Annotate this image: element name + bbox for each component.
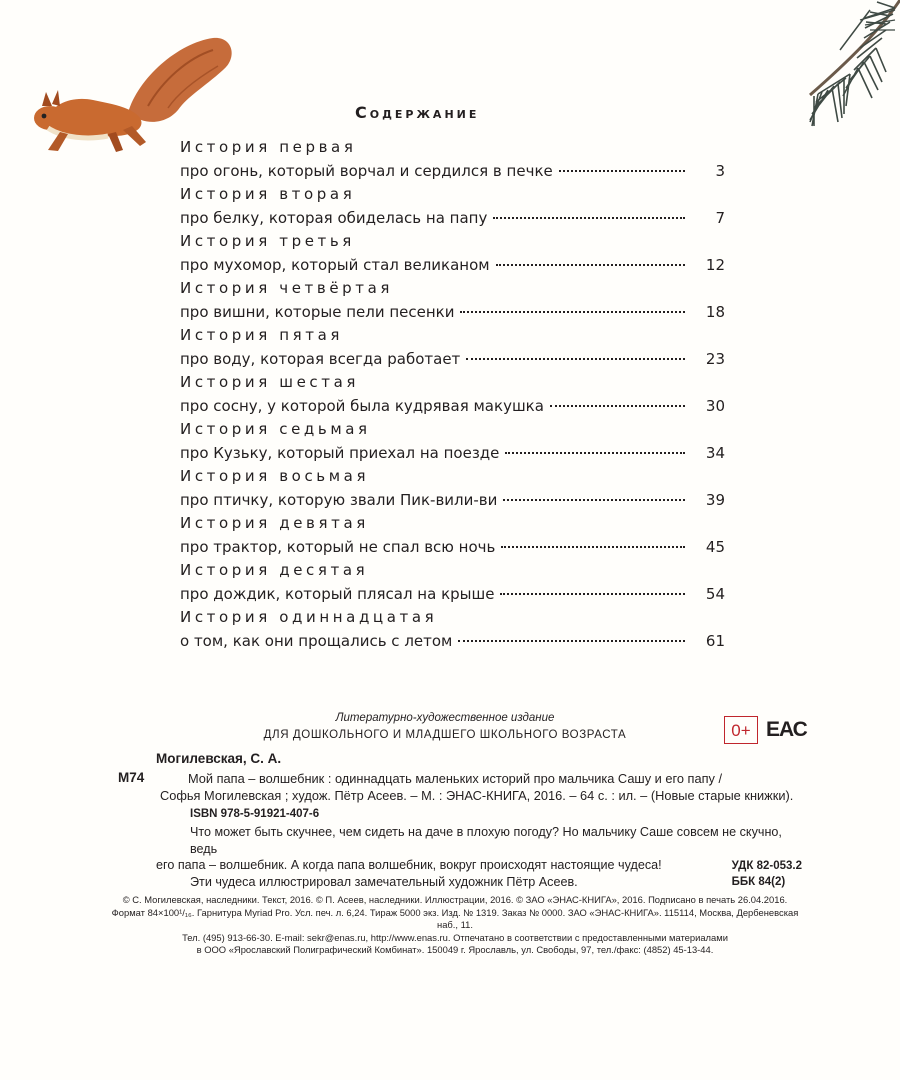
age-group: ДЛЯ ДОШКОЛЬНОГО И МЛАДШЕГО ШКОЛЬНОГО ВОЗРАСТА [263,729,627,741]
colophon-line: © С. Могилевская, наследники. Текст, 2016. © П. Асеев, наследники. Иллюстрации, 2016. © ЗАО «ЭНАС-КНИГА», 2016. Подписано в печать 26.04.2016. [122,894,788,905]
entry-line [180,162,725,180]
story-subtitle: про вишни, которые пели песенки [180,303,455,321]
dot-leader [460,311,685,313]
eac-mark-badge: ЕАС [766,718,807,741]
dot-leader [458,640,685,642]
page-number: 18 [705,303,725,321]
entry-line [180,632,725,650]
imprint-header [240,712,650,741]
entry-line [180,444,725,462]
story-subtitle: про мухомор, который стал великаном [180,256,490,274]
story-heading: История седьмая [180,420,371,438]
dot-leader [505,452,685,454]
story-heading: История четвёртая [180,279,394,297]
page-number: 23 [705,350,725,368]
contents-entry [180,561,725,608]
story-heading: История восьмая [180,467,370,485]
story-subtitle: о том, как они прощались с летом [180,632,453,650]
entry-line [180,303,725,321]
description-line: Мой папа – волшебник : одиннадцать маленьких историй про мальчика Сашу и его папу / [188,771,723,786]
entry-line [180,209,725,227]
contents-entry [180,608,725,655]
contents-entry [180,326,725,373]
entry-line [180,585,725,603]
entry-line [180,538,725,556]
story-heading: История первая [180,138,357,156]
bibliographic-description [160,770,810,804]
page-number: 45 [705,538,725,556]
story-heading: История вторая [180,185,356,203]
classification-codes [732,858,802,890]
entry-line [180,397,725,415]
story-heading: История пятая [180,326,344,344]
story-heading: История одиннадцатая [180,608,438,626]
dot-leader [466,358,685,360]
dot-leader [493,217,685,219]
page-number: 7 [715,209,725,227]
annotation-line: Эти чудеса иллюстрировал замечательный художник Пётр Асеев. [190,874,578,889]
contents-entry [180,279,725,326]
story-subtitle: про воду, которая всегда работает [180,350,461,368]
contents-entry [180,420,725,467]
page-number: 39 [705,491,725,509]
story-subtitle: про птичку, которую звали Пик-вили-ви [180,491,498,509]
pine-branch-illustration [700,0,900,150]
annotation [156,824,804,890]
dot-leader [500,593,685,595]
dot-leader [559,170,685,172]
colophon-line: в ООО «Ярославский Полиграфический Комбинат». 150049 г. Ярославль, ул. Свободы, 97, тел./факс: (4852) 45-13-44. [196,944,714,955]
story-heading: История девятая [180,514,369,532]
story-subtitle: про трактор, который не спал всю ночь [180,538,496,556]
story-heading: История третья [180,232,355,250]
dot-leader [550,405,685,407]
story-subtitle: про дождик, который плясал на крыше [180,585,495,603]
story-subtitle: про сосну, у которой была кудрявая макушка [180,397,544,415]
entry-line [180,491,725,509]
story-subtitle: про Кузьку, который приехал на поезде [180,444,500,462]
contents-entry [180,373,725,420]
page-number: 34 [705,444,725,462]
story-heading: История шестая [180,373,359,391]
contents-entry [180,514,725,561]
contents-entry [180,232,725,279]
contents-entry [180,185,725,232]
dot-leader [501,546,685,548]
entry-line [180,256,725,274]
description-line: Софья Могилевская ; худож. Пётр Асеев. – М. : ЭНАС-КНИГА, 2016. – 64 с. : ил. – (Новые старые книжки). [160,788,794,803]
dot-leader [503,499,685,501]
contents-title: Содержание [355,103,480,122]
annotation-line: Что может быть скучнее, чем сидеть на даче в плохую погоду? Но мальчику Саше совсем не скучно, ведь [190,825,782,856]
contents-entry [180,138,725,185]
story-subtitle: про белку, которая обиделась на папу [180,209,488,227]
bbk-code: ББК 84(2) [731,876,786,888]
page-number: 54 [705,585,725,603]
colophon [110,894,800,957]
page-number: 61 [705,632,725,650]
udk-code: УДК 82-053.2 [731,860,802,872]
isbn: ISBN 978-5-91921-407-6 [190,808,320,820]
author-code: М74 [118,770,145,785]
age-rating-badge: 0+ [724,716,758,744]
page-number: 12 [705,256,725,274]
dot-leader [496,264,685,266]
contents-list [180,138,725,655]
colophon-line: Тел. (495) 913-66-30. E-mail: sekr@enas.ru, http://www.enas.ru. Отпечатано в соответствии с предоставленными материалами [182,931,728,943]
contents-entry [180,467,725,514]
annotation-line: его папа – волшебник. А когда папа волшебник, вокруг происходят настоящие чудеса! [156,858,662,872]
page-number: 30 [705,397,725,415]
story-subtitle: про огонь, который ворчал и сердился в печке [180,162,553,180]
story-heading: История десятая [180,561,369,579]
page-number: 3 [715,162,725,180]
author-name: Могилевская, С. А. [156,751,282,766]
entry-line [180,350,725,368]
edition-type: Литературно-художественное издание [335,712,555,724]
colophon-line: Формат 84×100¹/₁₆. Гарнитура Myriad Pro. Усл. печ. л. 6,24. Тираж 5000 экз. Изд. № 1319. Заказ № 0000. ЗАО «ЭНАС-КНИГА». 115114, Москва, Дербеневская наб., 11. [111,906,799,930]
